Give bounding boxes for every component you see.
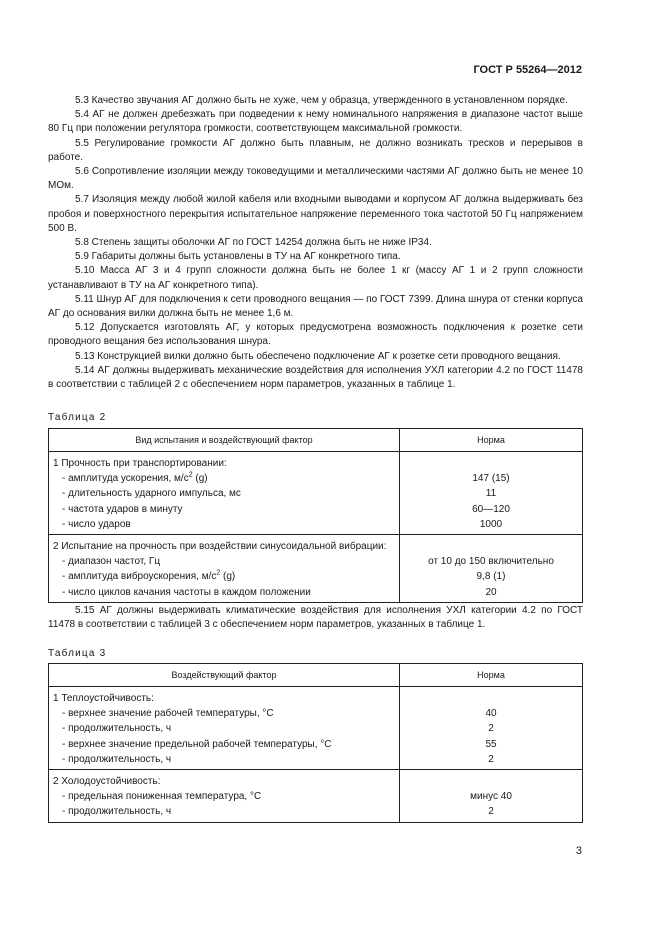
clause-5-11: 5.11 Шнур АГ для подключения к сети проводного вещания — по ГОСТ 7399. Длина шнура от стенки корпуса АГ до основания вилки должна быть не менее 1,6 м. <box>48 293 583 320</box>
clause-5-12: 5.12 Допускается изготовлять АГ, у которых предусмотрена возможность подключения к розетке сети проводного вещания без использования шнура. <box>48 322 583 348</box>
requirements-clauses <box>48 94 583 392</box>
row-value: 2 <box>400 804 583 822</box>
row-label: - амплитуда виброускорения, $м/с^2$ (g) <box>49 569 400 584</box>
table-row <box>49 569 583 584</box>
table-row <box>49 554 583 569</box>
row-value: 11 <box>400 486 583 501</box>
table-header-cell: Норма <box>400 429 583 452</box>
table-row <box>49 471 583 486</box>
clause-5-4: 5.4 АГ не должен дребезжать при подведении к нему номинального напряжения в диапазоне частот выше 80 Гц при положении регулятора громкости, соответствующем максимальной громкости. <box>48 109 583 135</box>
table-row <box>49 517 583 535</box>
clause-5-7: 5.7 Изоляция между любой жилой кабеля или входными выводами и корпусом АГ должна выдерживать без пробоя и поверхностного перекрытия испытательное напряжение переменного тока частотой 50 Гц напряжением 500 В. <box>48 194 583 234</box>
row-value: 2 <box>400 721 583 736</box>
table-group-row <box>49 452 583 472</box>
table-row <box>49 706 583 721</box>
row-value: 60—120 <box>400 502 583 517</box>
table-group-row <box>49 687 583 707</box>
table-group-row <box>49 534 583 554</box>
table-header-row <box>49 429 583 452</box>
clause-5-13: 5.13 Конструкцией вилки должно быть обеспечено подключение АГ к розетке сети проводного вещания. <box>75 350 561 362</box>
clause-5-14: 5.14 АГ должны выдерживать механические воздействия для исполнения УХЛ категории 4.2 по ГОСТ 11478 в соответствии с таблицей 2 с обеспечением норм параметров, указанных в таблице 1. <box>48 364 583 391</box>
table-row <box>49 585 583 603</box>
page-number: 3 <box>575 845 582 857</box>
row-label: - число циклов качания частоты в каждом положении <box>49 585 400 603</box>
table-row <box>49 752 583 770</box>
row-label: - длительность ударного импульса, мс <box>49 486 400 501</box>
table-header-cell: Вид испытания и воздействующий фактор <box>49 429 400 452</box>
clause-5-5: 5.5 Регулирование громкости АГ должно быть плавным, не должно возникать тресков и перерывов в работе. <box>48 137 583 163</box>
row-value: 1000 <box>400 517 583 535</box>
table-header-row <box>49 664 583 687</box>
group-title: 2 Испытание на прочность при воздействии синусоидальной вибрации: <box>49 534 400 554</box>
clause-5-8: 5.8 Степень защиты оболочки АГ по ГОСТ 14254 должна быть не ниже IP34. <box>75 237 432 249</box>
row-label: - число ударов <box>49 517 400 535</box>
row-label: - верхнее значение рабочей температуры, °С <box>49 706 400 721</box>
row-label: - частота ударов в минуту <box>49 502 400 517</box>
table-row <box>49 721 583 736</box>
table-row <box>49 486 583 501</box>
group-title: 1 Теплоустойчивость: <box>49 687 400 707</box>
table-3-caption: Таблица 3 <box>48 648 107 659</box>
group-title: 2 Холодоустойчивость: <box>49 769 400 789</box>
table-row <box>49 789 583 804</box>
row-label: - амплитуда ускорения, $м/с^2$ (g) <box>49 471 400 486</box>
clause-5-6: 5.6 Сопротивление изоляции между токоведущими и металлическими частями АГ должно быть не менее 10 МОм. <box>48 166 583 192</box>
table-header-cell: Воздействующий фактор <box>49 664 400 687</box>
table-row <box>49 502 583 517</box>
clause-5-3: 5.3 Качество звучания АГ должно быть не хуже, чем у образца, утвержденного в установленном порядке. <box>75 95 568 106</box>
clause-5-15: 5.15 АГ должны выдерживать климатические воздействия для исполнения УХЛ категории 4.2 по ГОСТ 11478 в соответствии с таблицей 3 с обеспечением норм параметров, указанных в таблице 1. <box>48 605 583 631</box>
table-group-row <box>49 769 583 789</box>
clause-5-9: 5.9 Габариты должны быть установлены в ТУ на АГ конкретного типа. <box>75 251 401 263</box>
document-standard-id: ГОСТ Р 55264—2012 <box>473 64 582 76</box>
table-row <box>49 737 583 752</box>
row-value: 40 <box>400 706 583 721</box>
table-3 <box>48 663 583 823</box>
row-value: минус 40 <box>400 789 583 804</box>
row-label: - продолжительность, ч <box>49 752 400 770</box>
group-title: 1 Прочность при транспортировании: <box>49 452 400 472</box>
table-2-caption: Таблица 2 <box>48 412 107 423</box>
row-value: 2 <box>400 752 583 770</box>
row-label: - верхнее значение предельной рабочей температуры, °С <box>49 737 400 752</box>
clause-5-10: 5.10 Масса АГ 3 и 4 групп сложности должна быть не более 1 кг (массу АГ 1 и 2 групп сложности устанавливают в ТУ на АГ конкретного типа). <box>48 265 583 291</box>
table-2 <box>48 428 583 603</box>
row-value: 20 <box>400 585 583 603</box>
row-label: - продолжительность, ч <box>49 804 400 822</box>
row-label: - диапазон частот, Гц <box>49 554 400 569</box>
clause-5-15-block <box>48 604 583 632</box>
table-row <box>49 804 583 822</box>
row-value: 9,8 (1) <box>400 569 583 584</box>
row-label: - предельная пониженная температура, °С <box>49 789 400 804</box>
table-header-cell: Норма <box>400 664 583 687</box>
row-value: от 10 до 150 включительно <box>400 554 583 569</box>
row-value: 55 <box>400 737 583 752</box>
row-value: 147 (15) <box>400 471 583 486</box>
row-label: - продолжительность, ч <box>49 721 400 736</box>
